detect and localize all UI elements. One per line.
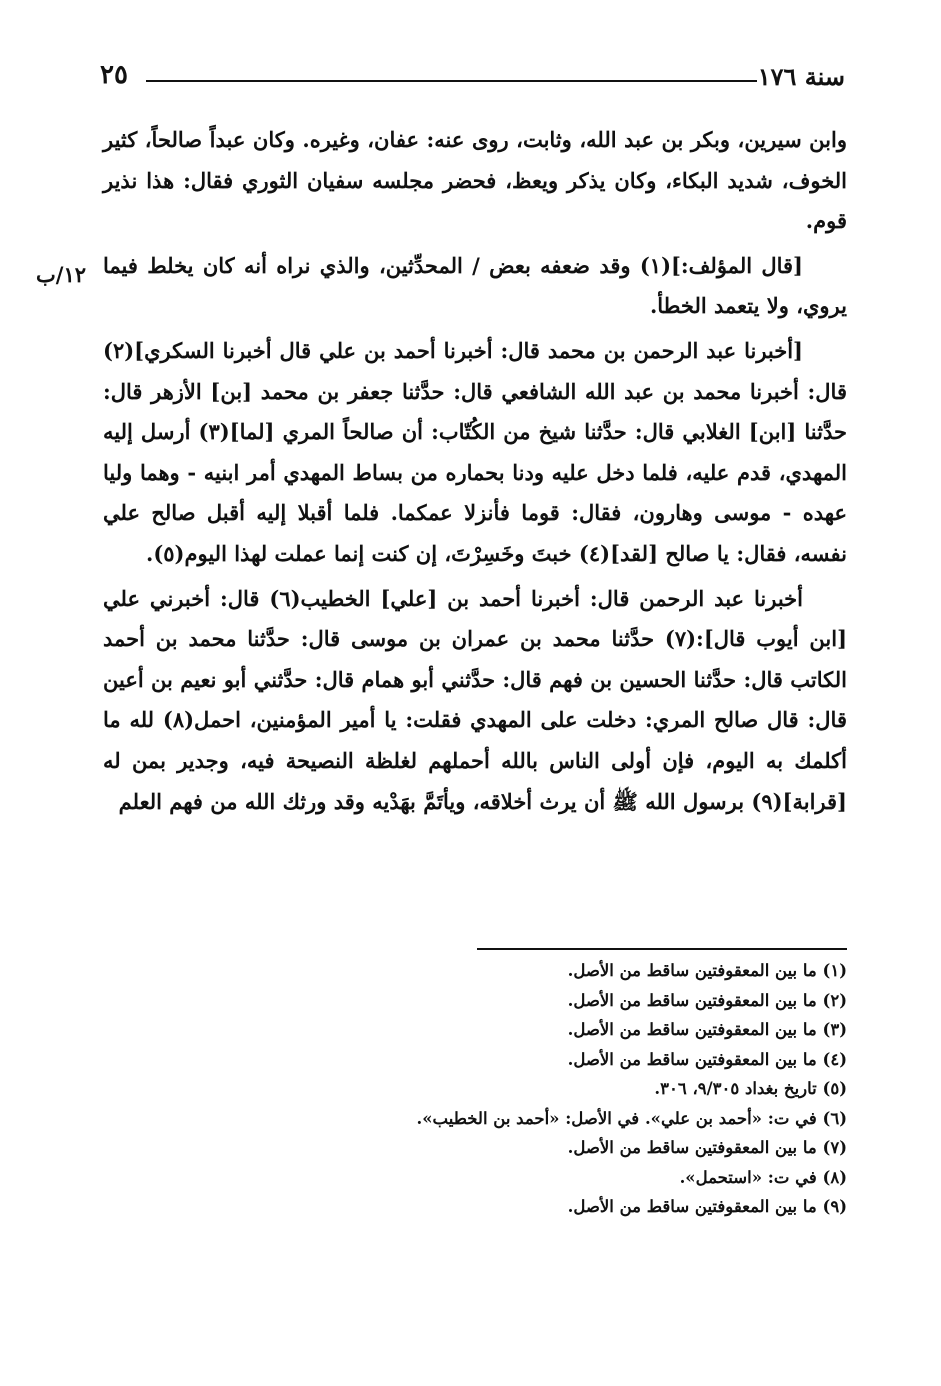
paragraph-3: [أخبرنا عبد الرحمن بن محمد قال: أخبرنا أحمد بن علي قال أخبرنا السكري](٢) قال: أخبرنا محمد بن عبد الله الشافعي قال: حدَّثنا جعفر بن محمد [بن] الأزهر قال: حدَّثنا [ابن] الغلابي قال: حدَّثنا شيخ من الكُتّاب: أن صالحاً المري [لما](٣) أرسل إليه المهدي، قدم عليه، فلما دخل عليه ودنا بحماره من بساط المهدي أمر ابنيه - وهما وليا عهده - موسى وهارون، فقال: قوما فأنزلا عمكما. فلما أقبلا إليه أقبل صالح علي نفسه، فقال: يا صالح [لقد](٤) خبتَ وخَسِرْتَ، إن كنت إنما عملت لهذا اليوم(٥). xyxy=(103,337,847,566)
footnote-9: (٩) ما بين المعقوفتين ساقط من الأصل. xyxy=(567,1197,847,1216)
main-text xyxy=(103,120,847,826)
paragraph-2: [قال المؤلف:](١) وقد ضعفه بعض / المحدِّثين، والذي نراه أنه كان يخلط فيما يروي، ولا يتعمد الخطأ. xyxy=(103,252,847,319)
footnote-separator xyxy=(477,948,847,950)
footnote-1: (١) ما بين المعقوفتين ساقط من الأصل. xyxy=(567,961,847,980)
footnote-6: (٦) في ت: «أحمد بن علي». في الأصل: «أحمد بن الخطيب». xyxy=(416,1108,847,1128)
page-number: ٢٥ xyxy=(100,60,128,90)
paragraph-1: وابن سيرين، وبكر بن عبد الله، وثابت، روى عنه: عفان، وغيره. وكان عبداً صالحاً، كثير الخوف، شديد البكاء، وكان يذكر ويعظ، فحضر مجلسه سفيان الثوري فقال: هذا نذير قوم. xyxy=(103,127,847,234)
footnote-8: (٨) في ت: «استحمل». xyxy=(679,1167,847,1187)
page-header xyxy=(100,56,845,96)
footnote-7: (٧) ما بين المعقوفتين ساقط من الأصل. xyxy=(567,1138,847,1157)
running-title: سنة ١٧٦ xyxy=(757,62,845,91)
footnotes xyxy=(103,956,847,1222)
paragraph-4: أخبرنا عبد الرحمن قال: أخبرنا أحمد بن [علي] الخطيب(٦) قال: أخبرني علي [ابن أيوب قال]:(٧) حدَّثنا محمد بن عمران بن موسى قال: حدَّثنا محمد بن أحمد الكاتب قال: حدَّثنا الحسين بن فهم قال: حدَّثني أبو همام قال: حدَّثني أبو نعيم بن أعين قال: قال صالح المري: دخلت على المهدي فقلت: يا أمير المؤمنين، احمل(٨) لله ما أكلمك به اليوم، فإن أولى الناس بالله أحملهم لغلظة النصيحة فيه، وجدير بمن له [قرابة](٩) برسول الله ﷺ أن يرث أخلاقه، ويأتَمَّ بهَدْيه وقد ورثك الله من فهم العلم xyxy=(103,585,848,814)
header-rule xyxy=(146,80,757,82)
manuscript-folio-note: ١٢/ب xyxy=(36,262,87,287)
footnote-3: (٣) ما بين المعقوفتين ساقط من الأصل. xyxy=(567,1020,847,1039)
footnote-5: (٥) تاريخ بغداد ٩/٣٠٥، ٣٠٦. xyxy=(654,1079,847,1098)
footnote-2: (٢) ما بين المعقوفتين ساقط من الأصل. xyxy=(567,990,847,1010)
footnote-4: (٤) ما بين المعقوفتين ساقط من الأصل. xyxy=(567,1049,847,1069)
